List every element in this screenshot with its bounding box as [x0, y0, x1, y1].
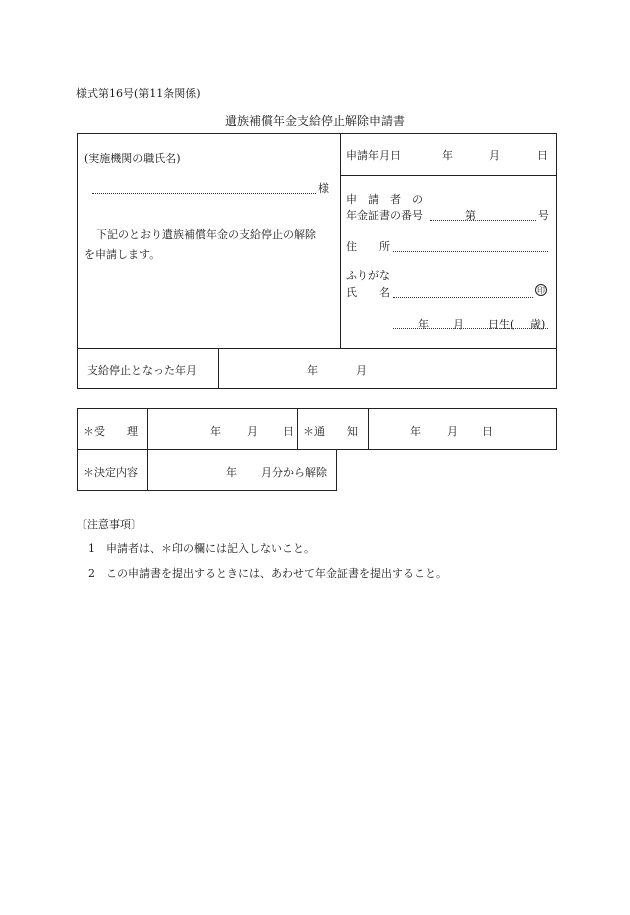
suspension-label: 支給停止となった年月 — [87, 364, 197, 377]
certificate-dai: 第 — [465, 209, 476, 222]
certificate-number-field[interactable] — [430, 220, 536, 221]
date-row-divider — [340, 175, 557, 176]
note-item: 1 申請者は、＊印の欄には記入しないこと。 — [88, 542, 315, 555]
birth-day-label: 日生( — [488, 318, 515, 331]
receipt-day: 日 — [283, 425, 294, 438]
receipt-label: ＊受 理 — [83, 425, 138, 438]
form-title: 遺族補償年金支給停止解除申請書 — [225, 114, 406, 128]
notice-month: 月 — [447, 425, 458, 438]
notes-heading: 〔注意事項〕 — [76, 518, 142, 531]
certificate-go: 号 — [538, 209, 549, 222]
seal-mark: 印 — [537, 286, 545, 295]
birth-date-field[interactable] — [393, 328, 548, 329]
notice-label: ＊通 知 — [303, 425, 358, 438]
suspension-month: 月 — [356, 364, 367, 377]
furigana-label: ふりがな — [346, 269, 390, 282]
statement-line-1: 下記のとおり遺族補償年金の支給停止の解除 — [96, 228, 316, 241]
application-date-day: 日 — [537, 149, 548, 162]
notice-year: 年 — [410, 425, 421, 438]
applicant-label: 申 請 者 の — [346, 193, 423, 206]
application-date-month: 月 — [489, 149, 500, 162]
decision-label: ＊決定内容 — [83, 466, 138, 479]
label-column-divider — [147, 408, 148, 491]
honorific: 様 — [318, 182, 329, 195]
name-field[interactable] — [393, 297, 533, 298]
form-number: 様式第16号(第11条関係) — [76, 87, 201, 100]
receipt-year: 年 — [210, 425, 221, 438]
birth-month: 月 — [453, 318, 464, 331]
suspension-row-divider — [77, 348, 557, 349]
age-label: 歳) — [530, 318, 546, 331]
receipt-month: 月 — [247, 425, 258, 438]
application-date-year: 年 — [442, 149, 453, 162]
name-label: 氏 名 — [346, 286, 390, 299]
statement-line-2: を申請します。 — [84, 248, 161, 261]
notice-label-divider — [368, 408, 369, 450]
suspension-cell-divider — [218, 348, 219, 389]
notice-day: 日 — [482, 425, 493, 438]
column-divider — [340, 133, 341, 348]
birth-year: 年 — [418, 318, 429, 331]
address-field[interactable] — [393, 251, 548, 252]
decision-year: 年 — [226, 466, 237, 479]
note-item: 2 この申請書を提出するときには、あわせて年金証書を提出すること。 — [88, 567, 447, 580]
decision-suffix: 月分から解除 — [261, 466, 327, 479]
application-date-label: 申請年月日 — [346, 149, 401, 162]
receipt-notice-divider — [297, 408, 298, 450]
institution-label: (実施機関の職氏名) — [84, 152, 181, 165]
address-label: 住 所 — [346, 240, 390, 253]
certificate-label: 年金証書の番号 — [346, 209, 423, 222]
institution-name-field[interactable] — [92, 193, 316, 194]
suspension-year: 年 — [307, 364, 318, 377]
